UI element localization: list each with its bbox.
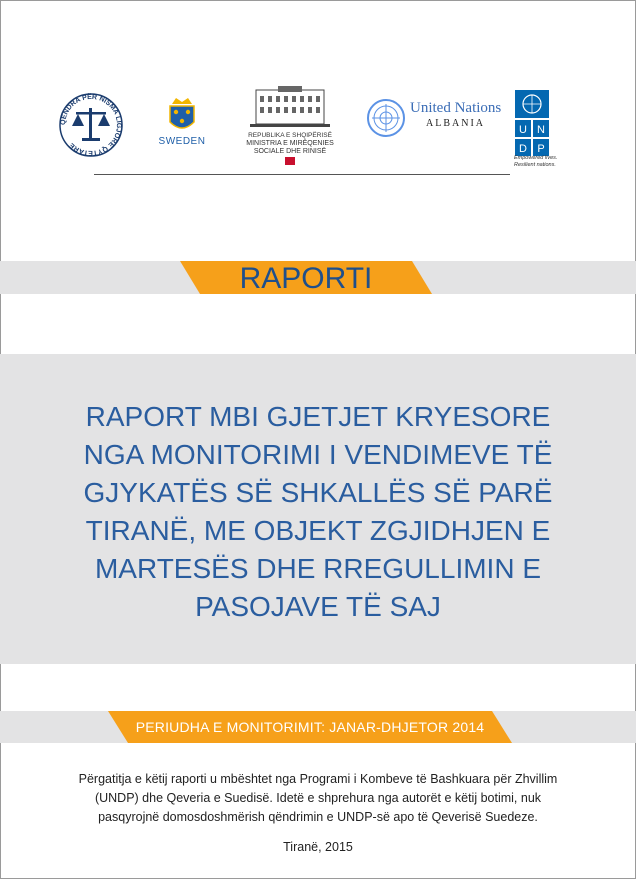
undp-letter-n: N — [537, 124, 545, 136]
undp-tagline — [514, 155, 574, 169]
title-line: RAPORT MBI GJETJET KRYESORE — [85, 401, 551, 432]
report-label-tag — [180, 261, 432, 294]
ministry-line3: SOCIALE DHE RINISË — [253, 148, 327, 155]
cpl-logo-text: QENDRA PËR NISMA LIGJORE QYTETARE — [59, 93, 123, 157]
ministry-line1: REPUBLIKA E SHQIPËRISË — [248, 132, 332, 139]
title-line: NGA MONITORIMI I VENDIMEVE TË — [83, 439, 553, 470]
un-emblem-icon — [366, 98, 406, 138]
title-line: MARTESËS DHE RREGULLIMIN E — [94, 553, 542, 584]
period-tag — [108, 711, 512, 743]
undp-letter-d: D — [519, 143, 527, 155]
un-country: ALBANIA — [426, 118, 485, 129]
title-line: TIRANË, ME OBJEKT ZGJIDHJEN E — [85, 515, 551, 546]
ministry-logo — [236, 86, 344, 162]
title-line: GJYKATËS SË SHKALLËS SË PARË — [83, 477, 553, 508]
un-name: United Nations — [410, 100, 502, 116]
sweden-caption: SWEDEN — [158, 136, 206, 147]
disclaimer-line: Përgatitja e këtij raporti u mbështet nga Programi i Kombeve të Bashkuara për Zhvillim — [78, 772, 558, 786]
cpl-logo — [58, 92, 124, 158]
title-line: PASOJAVE TË SAJ — [195, 591, 441, 622]
disclaimer-line: pasqyrojnë domosdoshmërish qëndrimin e UNDP-së apo të Qeverisë Suedeze. — [98, 810, 538, 824]
undp-tagline-1: Empowered lives. — [514, 155, 558, 161]
undp-letter-p: P — [537, 143, 545, 155]
un-logo — [366, 98, 500, 138]
undp-tagline-2: Resilient nations. — [514, 162, 556, 168]
monitoring-period: PERIUDHA E MONITORIMIT: JANAR-DHJETOR 2014 — [135, 719, 485, 735]
sweden-logo — [155, 96, 209, 152]
ministry-line2: MINISTRIA E MIRËQENIES — [246, 140, 334, 147]
report-label: RAPORTI — [239, 262, 373, 295]
disclaimer-line: (UNDP) dhe Qeveria e Suedisë. Idetë e shprehura nga autorët e këtij botimi, nuk — [94, 791, 542, 805]
disclaimer — [60, 770, 576, 827]
undp-letter-u: U — [519, 124, 527, 136]
place-year: Tiranë, 2015 — [283, 840, 353, 854]
main-title — [40, 398, 596, 626]
logo-divider — [94, 174, 510, 175]
